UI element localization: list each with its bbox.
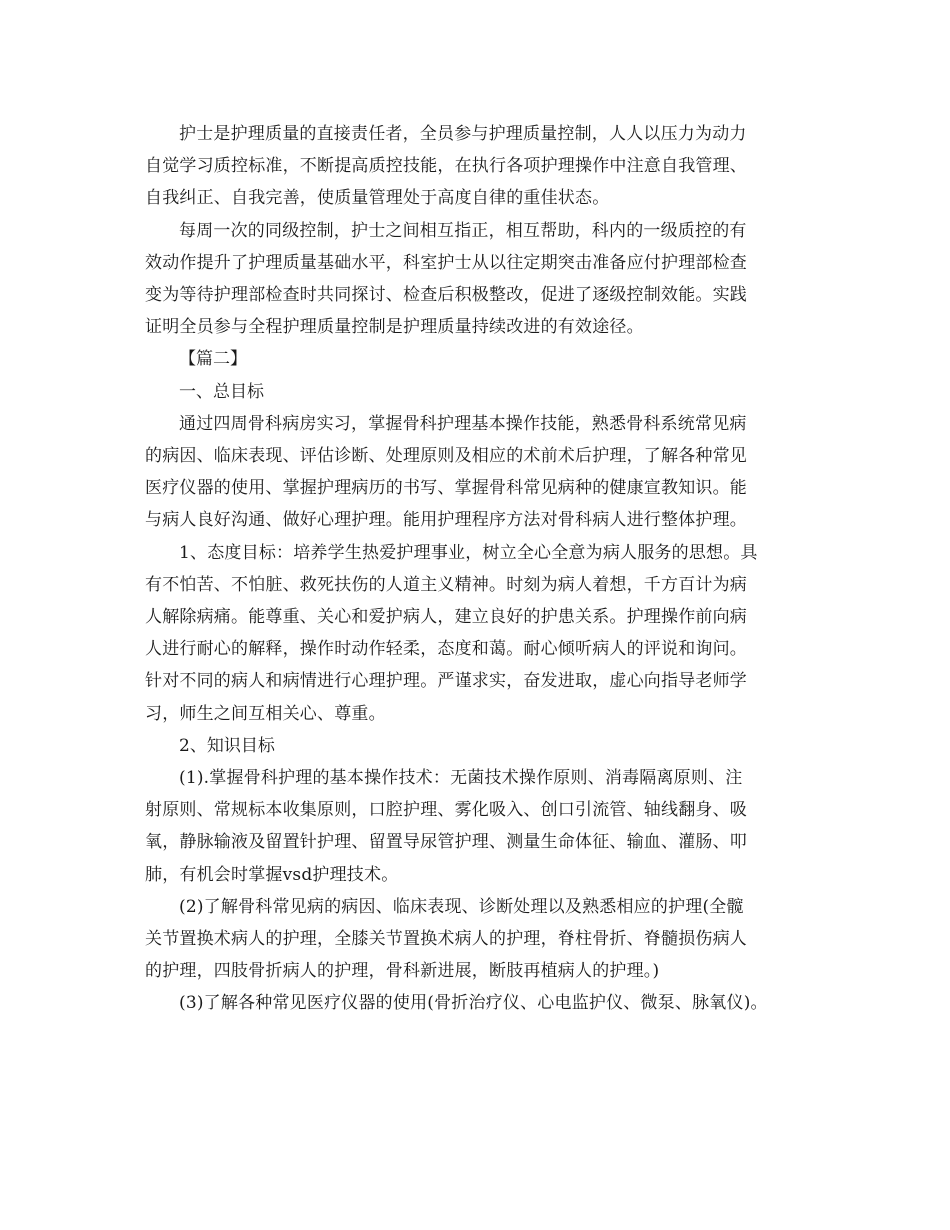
text-line: 效动作提升了护理质量基础水平，科室护士从以往定期突击准备应付护理部检查 bbox=[145, 252, 747, 273]
text-line: 通过四周骨科病房实习，掌握骨科护理基本操作技能，熟悉骨科系统常见病 bbox=[179, 413, 747, 434]
text-line: 射原则、常规标本收集原则，口腔护理、雾化吸入、创口引流管、轴线翻身、吸 bbox=[145, 800, 747, 821]
section-heading-knowledge-goal bbox=[145, 730, 825, 762]
paragraph-knowledge-item-3 bbox=[145, 987, 825, 1019]
text-line: 的护理，四肢骨折病人的护理，骨科新进展，断肢再植病人的护理。) bbox=[145, 961, 660, 982]
text-line: 每周一次的同级控制，护士之间相互指正，相互帮助，科内的一级质控的有 bbox=[179, 220, 747, 241]
text-line: 自觉学习质控标准，不断提高质控技能，在执行各项护理操作中注意自我管理、 bbox=[145, 156, 747, 177]
text-line: 肺，有机会时掌握vsd护理技术。 bbox=[145, 864, 399, 885]
paragraph-overall-goal bbox=[145, 408, 825, 537]
text-line: 1、态度目标：培养学生热爱护理事业，树立全心全意为病人服务的思想。具 bbox=[179, 542, 758, 563]
text-line: 有不怕苦、不怕脏、救死扶伤的人道主义精神。时刻为病人着想，千方百计为病 bbox=[145, 574, 747, 595]
text-line: 证明全员参与全程护理质量控制是护理质量持续改进的有效途径。 bbox=[145, 317, 644, 338]
paragraph-knowledge-item-2 bbox=[145, 891, 825, 988]
text-line: 自我纠正、自我完善，使质量管理处于高度自律的重佳状态。 bbox=[145, 188, 610, 209]
text-line: 习，师生之间互相关心、尊重。 bbox=[145, 703, 386, 724]
text-line: (1).掌握骨科护理的基本操作技术：无菌技术操作原则、消毒隔离原则、注 bbox=[179, 768, 743, 789]
text-line: (3)了解各种常见医疗仪器的使用(骨折治疗仪、心电监护仪、微泵、脉氧仪)。 bbox=[179, 993, 768, 1014]
text-line: 变为等待护理部检查时共同探讨、检查后积极整改，促进了逐级控制效能。实践 bbox=[145, 285, 747, 306]
paragraph-quality-responsibility bbox=[145, 118, 825, 215]
text-line: 与病人良好沟通、做好心理护理。能用护理程序方法对骨科病人进行整体护理。 bbox=[145, 510, 747, 531]
text-line: 针对不同的病人和病情进行心理护理。严谨求实，奋发进取，虚心向指导老师学 bbox=[145, 671, 747, 692]
heading-text: 一、总目标 bbox=[179, 381, 264, 402]
text-line: 人解除病痛。能尊重、关心和爱护病人，建立良好的护患关系。护理操作前向病 bbox=[145, 607, 747, 628]
paragraph-attitude-goal bbox=[145, 537, 825, 730]
section-heading-overall-goal bbox=[145, 376, 825, 408]
paragraph-weekly-control bbox=[145, 215, 825, 344]
document-page bbox=[145, 118, 825, 1020]
heading-text: 【篇二】 bbox=[179, 349, 247, 370]
text-line: 护士是护理质量的直接责任者，全员参与护理质量控制，人人以压力为动力 bbox=[179, 124, 747, 144]
text-line: (2)了解骨科常见病的病因、临床表现、诊断处理以及熟悉相应的护理(全髋 bbox=[179, 896, 744, 917]
text-line: 关节置换术病人的护理，全膝关节置换术病人的护理，脊柱骨折、脊髓损伤病人 bbox=[145, 929, 747, 950]
text-line: 人进行耐心的解释，操作时动作轻柔，态度和蔼。耐心倾听病人的评说和询问。 bbox=[145, 639, 747, 660]
text-line: 医疗仪器的使用、掌握护理病历的书写、掌握骨科常见病种的健康宣教知识。能 bbox=[145, 478, 747, 499]
text-line: 的病因、临床表现、评估诊断、处理原则及相应的术前术后护理，了解各种常见 bbox=[145, 446, 747, 467]
heading-text: 2、知识目标 bbox=[179, 735, 275, 756]
section-heading-part-two bbox=[145, 343, 825, 375]
paragraph-knowledge-item-1 bbox=[145, 762, 825, 891]
text-line: 氧，静脉输液及留置针护理、留置导尿管护理、测量生命体征、输血、灌肠、叩 bbox=[145, 832, 747, 853]
